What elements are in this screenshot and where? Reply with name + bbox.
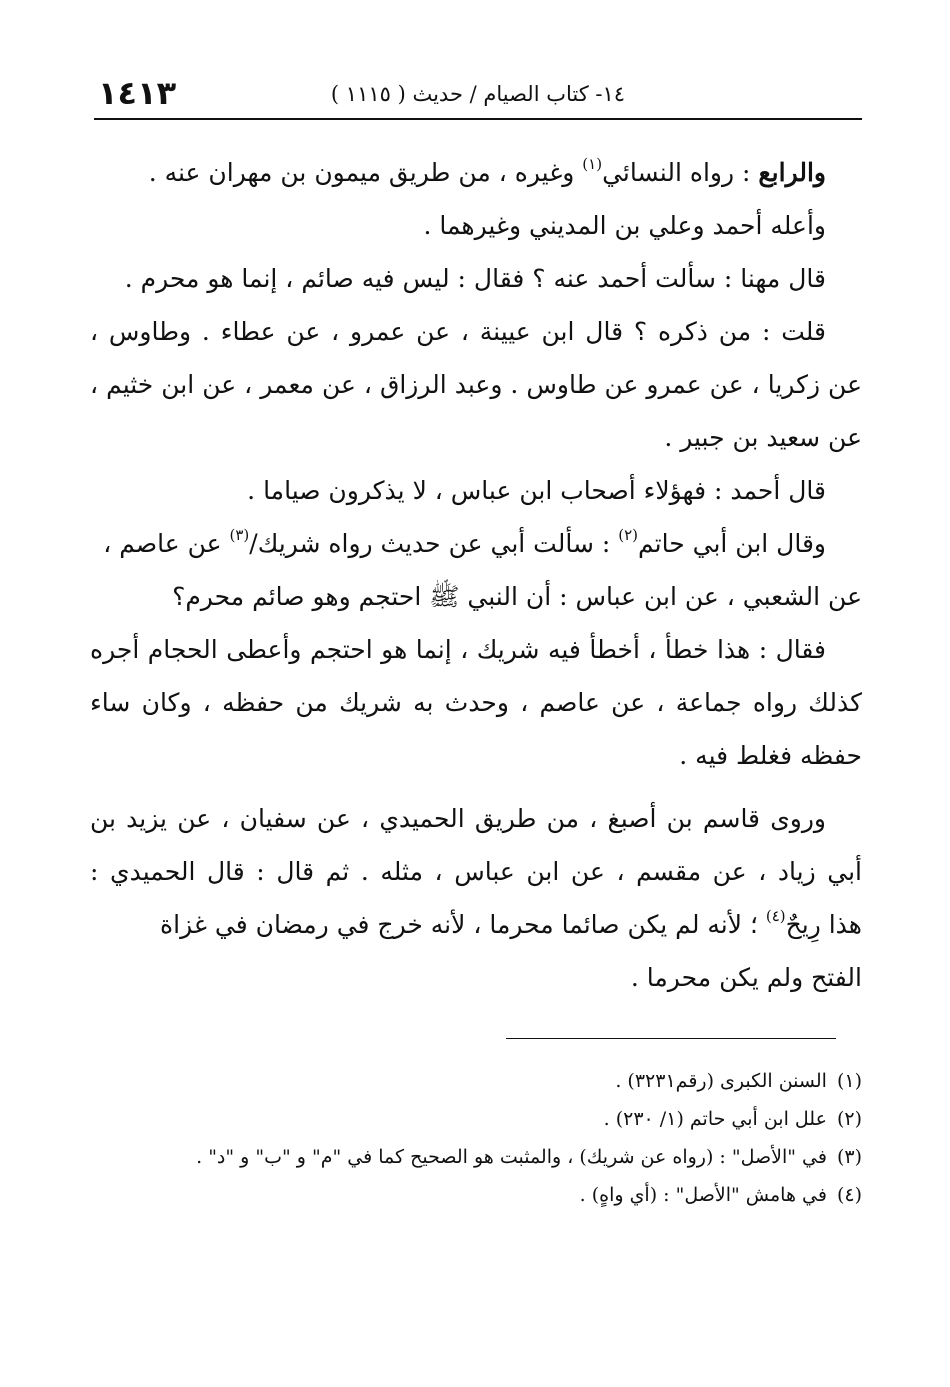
text-line	[90, 517, 862, 570]
text-line: عن سعيد بن جبير .	[664, 423, 862, 452]
footnote-number: (١)	[836, 1070, 862, 1092]
text-line: عن زكريا ، عن عمرو عن طاوس . وعبد الرزاق ، عن معمر ، عن ابن خثيم ،	[90, 370, 862, 399]
footnote-item	[90, 1062, 862, 1100]
text-span: وغيره ، من طريق ميمون بن مهران عنه .	[148, 158, 583, 187]
footnote-text: في "الأصل" : (رواه عن شريك) ، والمثبت هو الصحيح كما في "م" و "ب" و "د" .	[196, 1146, 827, 1168]
footnote-item	[90, 1100, 862, 1138]
footnote-ref[interactable]: (٢)	[618, 526, 638, 544]
text-line: قلت : من ذكره ؟ قال ابن عيينة ، عن عمرو ، عن عطاء . وطاوس ،	[90, 317, 826, 346]
footnote-ref[interactable]: (٣)	[229, 526, 250, 544]
running-title: ١٤- كتاب الصيام / حديث ( ١١١٥ )	[330, 82, 626, 106]
footnote-ref[interactable]: (١)	[582, 155, 603, 173]
text-span: : سألت أبي عن حديث رواه شريك/	[249, 529, 619, 558]
text-span: عن عاصم ،	[103, 529, 230, 558]
text-line: حفظه فغلط فيه .	[679, 741, 862, 770]
text-line: عن الشعبي ، عن ابن عباس : أن النبي ﷺ احتجم وهو صائم محرم؟	[172, 582, 862, 611]
text-line: فقال : هذا خطأ ، أخطأ فيه شريك ، إنما هو احتجم وأعطى الحجام أجره	[90, 635, 827, 664]
footnote-ref[interactable]: (٤)	[765, 907, 786, 925]
text-line: قال مهنا : سألت أحمد عنه ؟ فقال : ليس فيه صائم ، إنما هو محرم .	[124, 264, 826, 293]
text-line	[90, 898, 862, 951]
text-line: وأعله أحمد وعلي بن المديني وغيرهما .	[423, 211, 826, 240]
footnote-text: في هامش "الأصل" : (أي واهٍ) .	[579, 1184, 827, 1206]
paragraph-gap	[90, 782, 862, 792]
main-text	[90, 146, 862, 1004]
footnote-text: علل ابن أبي حاتم (١/ ٢٣٠) .	[603, 1108, 827, 1130]
footnote-text: السنن الكبرى (رقم٣٢٣١) .	[615, 1070, 827, 1092]
text-line: وروى قاسم بن أصبغ ، من طريق الحميدي ، عن سفيان ، عن يزيد بن	[90, 804, 826, 833]
text-line: أبي زياد ، عن مقسم ، عن ابن عباس ، مثله . ثم قال : قال الحميدي :	[90, 857, 862, 886]
text-line	[90, 146, 862, 199]
text-span: : رواه النسائي	[602, 158, 759, 187]
footnote-number: (٢)	[836, 1108, 862, 1130]
page-number: ١٤١٣	[98, 74, 177, 112]
text-line: الفتح ولم يكن محرما .	[630, 963, 862, 992]
footnote-item	[90, 1138, 862, 1176]
text-span: وقال ابن أبي حاتم	[638, 529, 826, 558]
text-span: ؛ لأنه لم يكن صائما محرما ، لأنه خرج في رمضان في غزاة	[160, 910, 766, 939]
section-label: والرابع	[758, 158, 826, 187]
page-header	[94, 72, 862, 120]
footnote-divider	[506, 1038, 836, 1039]
footnote-number: (٤)	[836, 1184, 862, 1206]
text-line: قال أحمد : فهؤلاء أصحاب ابن عباس ، لا يذكرون صياما .	[247, 476, 826, 505]
text-line: كذلك رواه جماعة ، عن عاصم ، وحدث به شريك من حفظه ، وكان ساء	[90, 688, 862, 717]
footnote-number: (٣)	[836, 1146, 862, 1168]
footnote-item	[90, 1176, 862, 1214]
footnotes	[90, 1062, 862, 1214]
text-span: هذا رِيحٌ	[785, 910, 862, 939]
